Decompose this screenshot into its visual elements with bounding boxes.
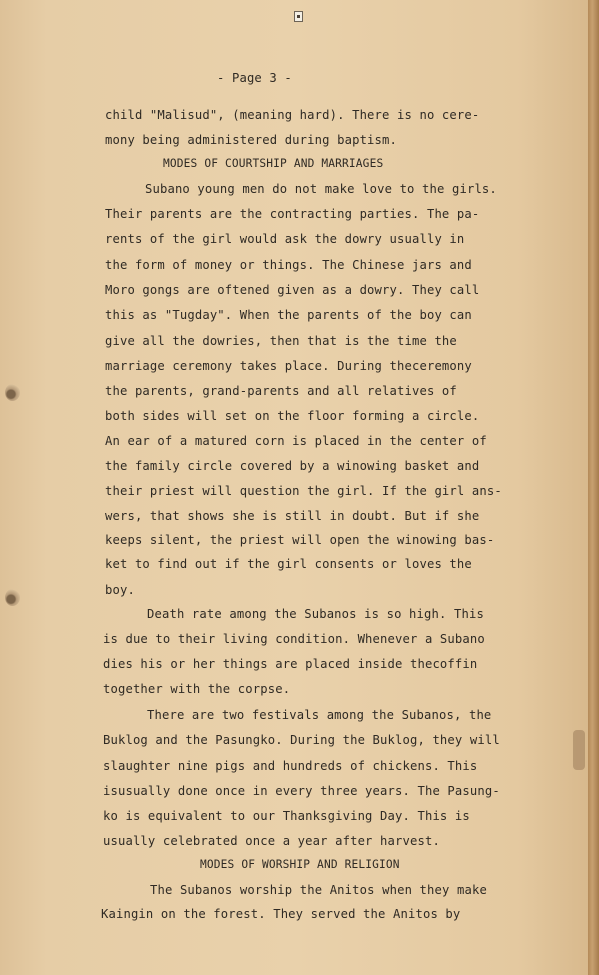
page-edge bbox=[588, 0, 599, 975]
page-header: - Page 3 - bbox=[217, 71, 292, 85]
text-line: wers, that shows she is still in doubt. But if she bbox=[105, 509, 480, 523]
text-line: ket to find out if the girl consents or loves the bbox=[105, 557, 472, 571]
text-line: marriage ceremony takes place. During theceremony bbox=[105, 359, 472, 373]
text-line: give all the dowries, then that is the time the bbox=[105, 334, 457, 348]
text-line: The Subanos worship the Anitos when they make bbox=[150, 883, 487, 897]
text-line: usually celebrated once a year after harvest. bbox=[103, 834, 440, 848]
text-line: is due to their living condition. Whenever a Subano bbox=[103, 632, 485, 646]
section-heading: MODES OF WORSHIP AND RELIGION bbox=[200, 858, 400, 871]
text-line: child "Malisud", (meaning hard). There is no cere- bbox=[105, 108, 480, 122]
section-heading: MODES OF COURTSHIP AND MARRIAGES bbox=[163, 157, 384, 170]
text-line: Moro gongs are oftened given as a dowry. They call bbox=[105, 283, 480, 297]
text-line: isusually done once in every three years. The Pasung- bbox=[103, 784, 500, 798]
text-line: both sides will set on the floor forming a circle. bbox=[105, 409, 480, 423]
text-line: mony being administered during baptism. bbox=[105, 133, 398, 147]
text-line: Kaingin on the forest. They served the Anitos by bbox=[101, 907, 461, 921]
text-line: the form of money or things. The Chinese jars and bbox=[105, 258, 472, 272]
text-line: rents of the girl would ask the dowry usually in bbox=[105, 232, 465, 246]
text-line: There are two festivals among the Subanos, the bbox=[147, 708, 492, 722]
text-line: together with the corpse. bbox=[103, 682, 291, 696]
text-line: the family circle covered by a winowing basket and bbox=[105, 459, 480, 473]
text-line: the parents, grand-parents and all relatives of bbox=[105, 384, 457, 398]
text-line: dies his or her things are placed inside thecoffin bbox=[103, 657, 478, 671]
text-line: ko is equivalent to our Thanksgiving Day. This is bbox=[103, 809, 470, 823]
text-line: Buklog and the Pasungko. During the Buklog, they will bbox=[103, 733, 500, 747]
text-line: boy. bbox=[105, 583, 135, 597]
text-line: their priest will question the girl. If the girl ans- bbox=[105, 484, 502, 498]
text-line: Subano young men do not make love to the girls. bbox=[145, 182, 497, 196]
text-line: Death rate among the Subanos is so high. This bbox=[147, 607, 484, 621]
text-line: An ear of a matured corn is placed in the center of bbox=[105, 434, 487, 448]
text-line: slaughter nine pigs and hundreds of chickens. This bbox=[103, 759, 478, 773]
text-line: keeps silent, the priest will open the winowing bas- bbox=[105, 533, 495, 547]
text-line: this as "Tugday". When the parents of the boy can bbox=[105, 308, 472, 322]
text-line: Their parents are the contracting parties. The pa- bbox=[105, 207, 480, 221]
